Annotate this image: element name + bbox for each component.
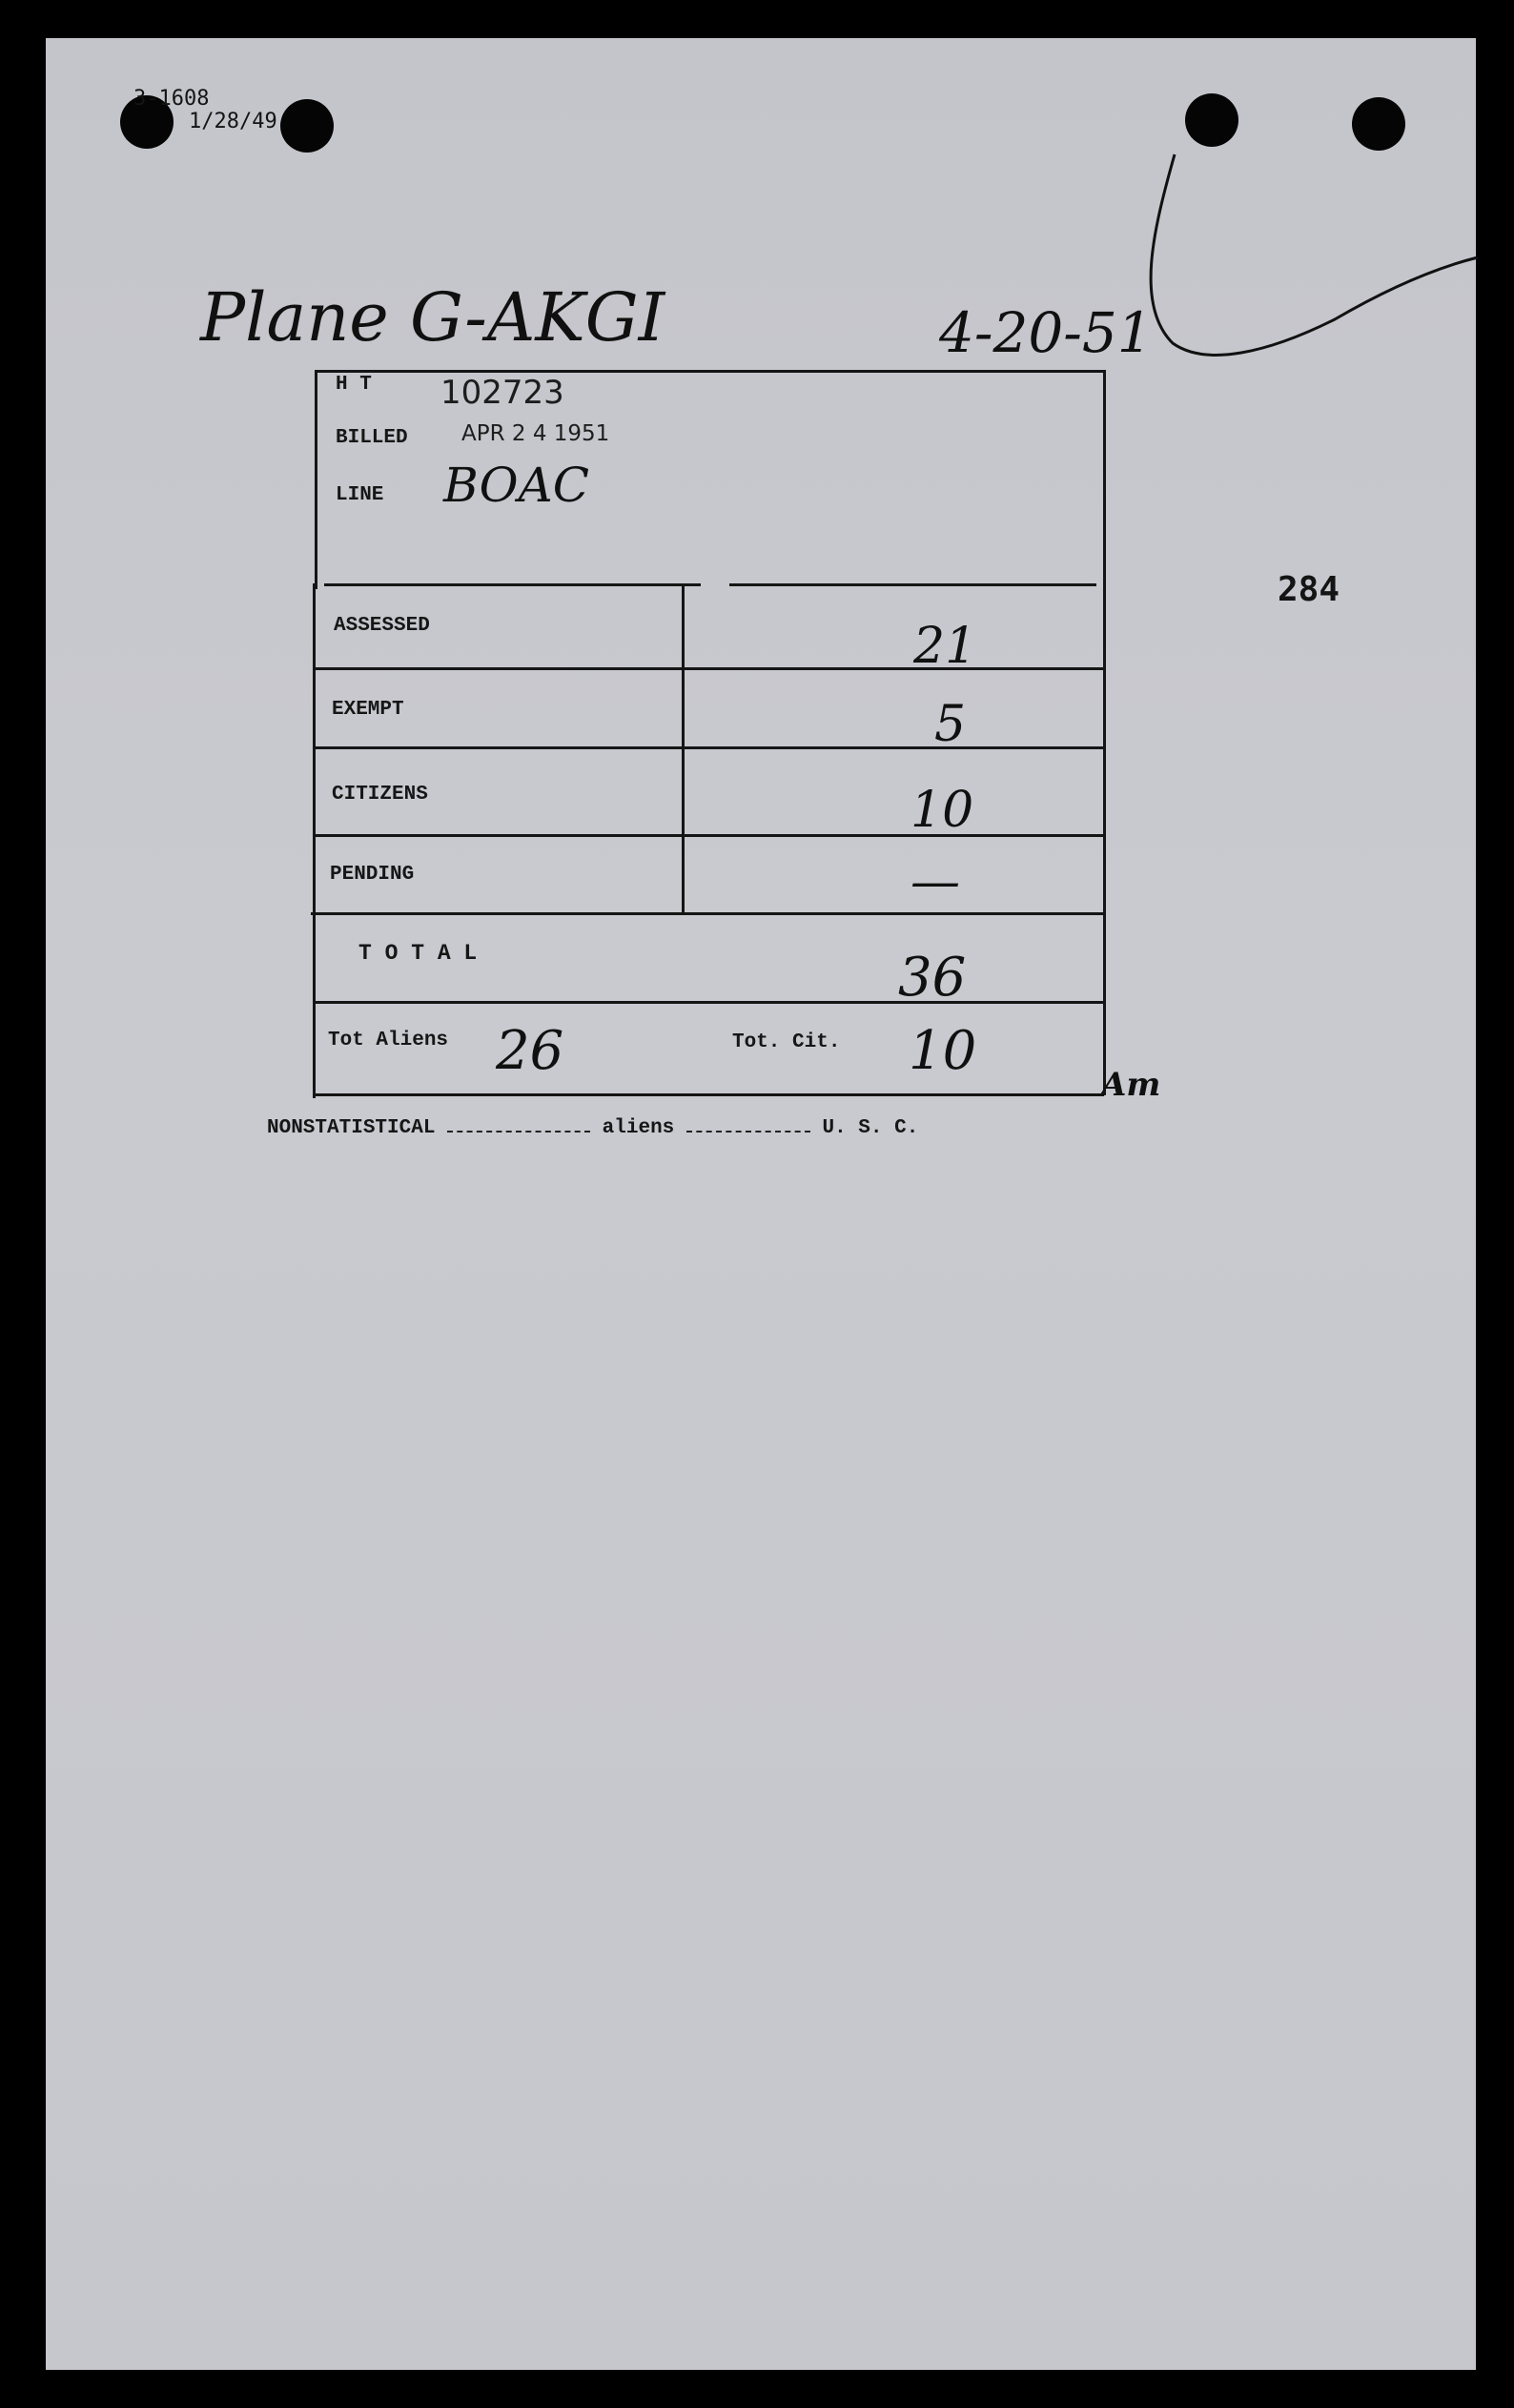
- ht-number: 102723: [440, 374, 564, 412]
- row-value-assessed: 21: [913, 618, 977, 675]
- ht-label: H T: [336, 374, 372, 396]
- page-number: 284: [1278, 570, 1340, 609]
- line-label: LINE: [336, 484, 384, 506]
- aliens-blank: [686, 1131, 810, 1133]
- tot-aliens-label: Tot Aliens: [328, 1030, 449, 1051]
- plane-title: Plane G-AKGI: [200, 278, 665, 357]
- usc-label: U. S. C.: [822, 1117, 919, 1139]
- total-value: 36: [898, 947, 967, 1009]
- tot-cit-value: 10: [909, 1020, 977, 1082]
- initials: Am: [1101, 1066, 1161, 1104]
- punch-hole-left-2: [280, 99, 334, 153]
- nonstatistical-blank: [447, 1131, 590, 1133]
- nonstatistical-line: [267, 1117, 918, 1139]
- document-page: [46, 38, 1476, 2370]
- aliens-label: aliens: [602, 1117, 675, 1139]
- punch-hole-right-1: [1185, 93, 1238, 147]
- row-label-exempt: EXEMPT: [332, 699, 404, 721]
- total-label: T O T A L: [358, 941, 478, 966]
- nonstatistical-label: NONSTATISTICAL: [267, 1117, 436, 1139]
- tot-cit-label: Tot. Cit.: [732, 1031, 841, 1053]
- billed-label: BILLED: [336, 427, 408, 449]
- pen-stroke: [1115, 143, 1487, 372]
- row-label-assessed: ASSESSED: [334, 615, 430, 637]
- line-value: BOAC: [443, 458, 590, 513]
- row-value-citizens: 10: [910, 782, 974, 839]
- billed-date: APR 2 4 1951: [461, 421, 610, 446]
- date-handwritten: 4-20-51: [939, 300, 1153, 365]
- row-label-pending: PENDING: [330, 864, 415, 886]
- row-label-citizens: CITIZENS: [332, 784, 428, 806]
- row-value-pending: —: [910, 853, 960, 910]
- form-revision: 1/28/49: [189, 110, 277, 133]
- row-value-exempt: 5: [934, 696, 967, 753]
- tot-aliens-value: 26: [496, 1020, 564, 1082]
- form-number: 3-1608: [133, 87, 210, 111]
